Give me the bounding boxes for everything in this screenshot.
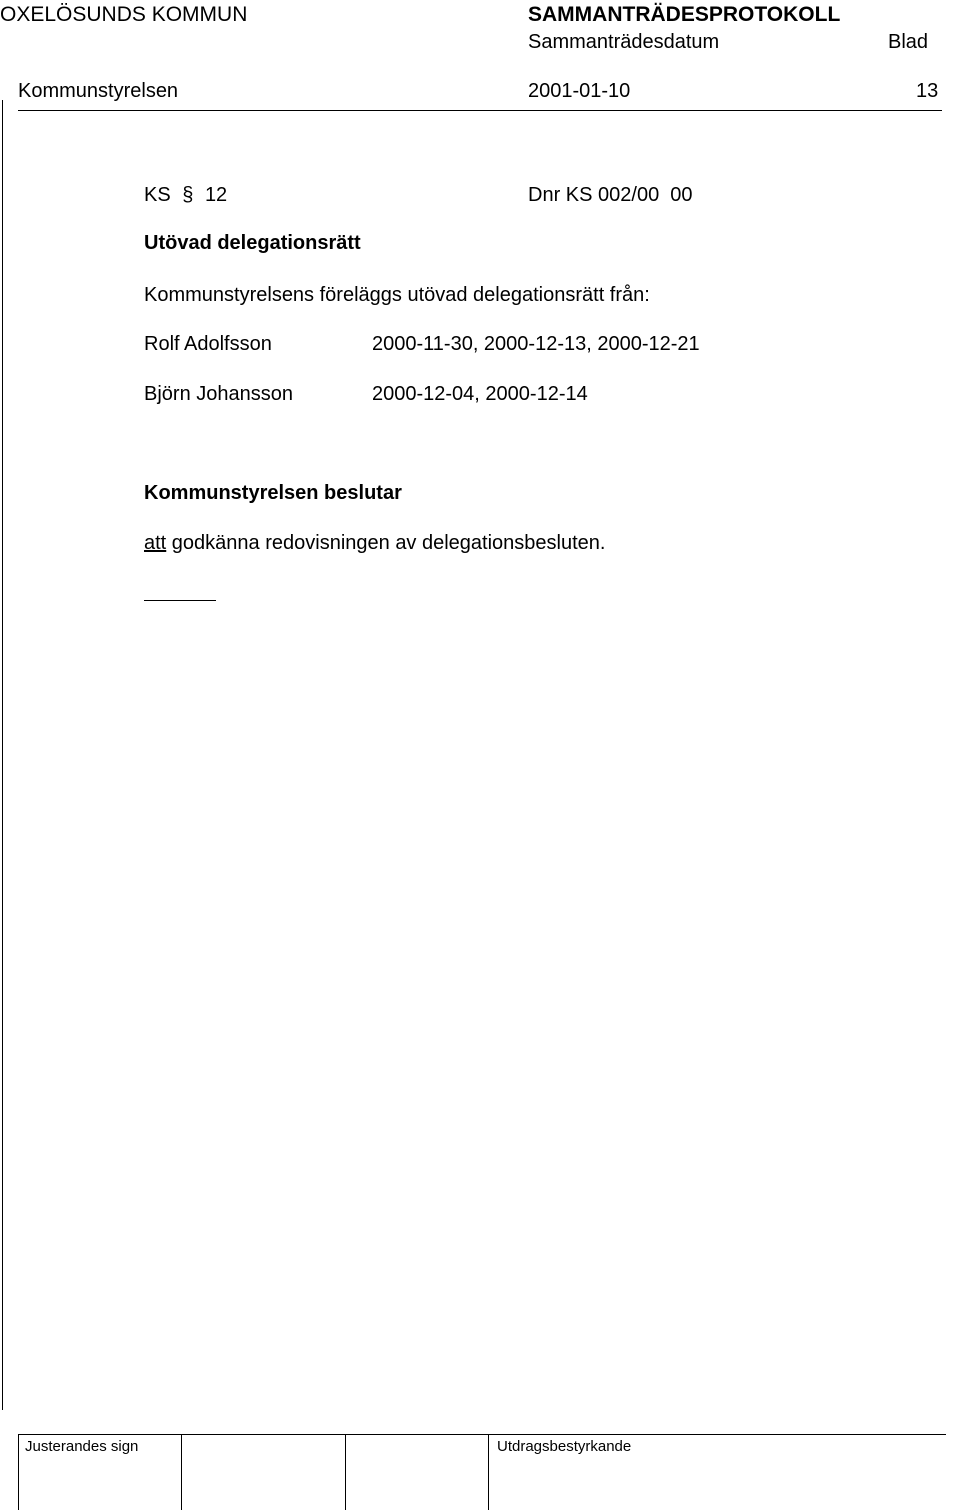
utdrag-label: Utdragsbestyrkande	[497, 1438, 632, 1455]
organization-name: OXELÖSUNDS KOMMUN	[0, 3, 248, 26]
case-intro: Kommunstyrelsens föreläggs utövad delegationsrätt från:	[144, 284, 650, 306]
meeting-date: 2001-01-10	[528, 80, 631, 102]
footer-cell-border	[181, 1434, 182, 1510]
decision-body: godkänna redovisningen av delegationsbesluten.	[166, 532, 606, 554]
decision-heading: Kommunstyrelsen beslutar	[144, 482, 402, 504]
section-reference	[144, 184, 227, 207]
section-sign: §	[182, 184, 194, 206]
left-margin-line	[2, 100, 3, 1410]
delegate-dates-1: 2000-11-30, 2000-12-13, 2000-12-21	[372, 333, 700, 355]
decision-text	[144, 532, 605, 555]
decision-att: att	[144, 532, 167, 554]
page-label: Blad	[888, 31, 929, 53]
footer-divider	[18, 1434, 946, 1435]
delegate-name-1: Rolf Adolfsson	[144, 333, 272, 355]
justering-label: Justerandes sign	[25, 1438, 139, 1455]
footer-cell-border	[488, 1434, 489, 1510]
case-title: Utövad delegationsrätt	[144, 232, 361, 254]
section-prefix: KS	[144, 184, 171, 206]
delegate-dates-2: 2000-12-04, 2000-12-14	[372, 383, 588, 405]
delegate-name-2: Björn Johansson	[144, 383, 293, 405]
end-of-section-rule	[144, 600, 216, 601]
footer-cell-border	[345, 1434, 346, 1510]
section-number: 12	[204, 184, 228, 206]
document-type: SAMMANTRÄDESPROTOKOLL	[528, 3, 841, 26]
footer-cell-border	[18, 1434, 19, 1510]
body-name: Kommunstyrelsen	[18, 80, 179, 102]
header-divider	[18, 110, 942, 111]
dnr-number: Dnr KS 002/00 00	[528, 184, 693, 206]
page-number: 13	[916, 80, 939, 102]
date-label: Sammanträdesdatum	[528, 31, 720, 53]
